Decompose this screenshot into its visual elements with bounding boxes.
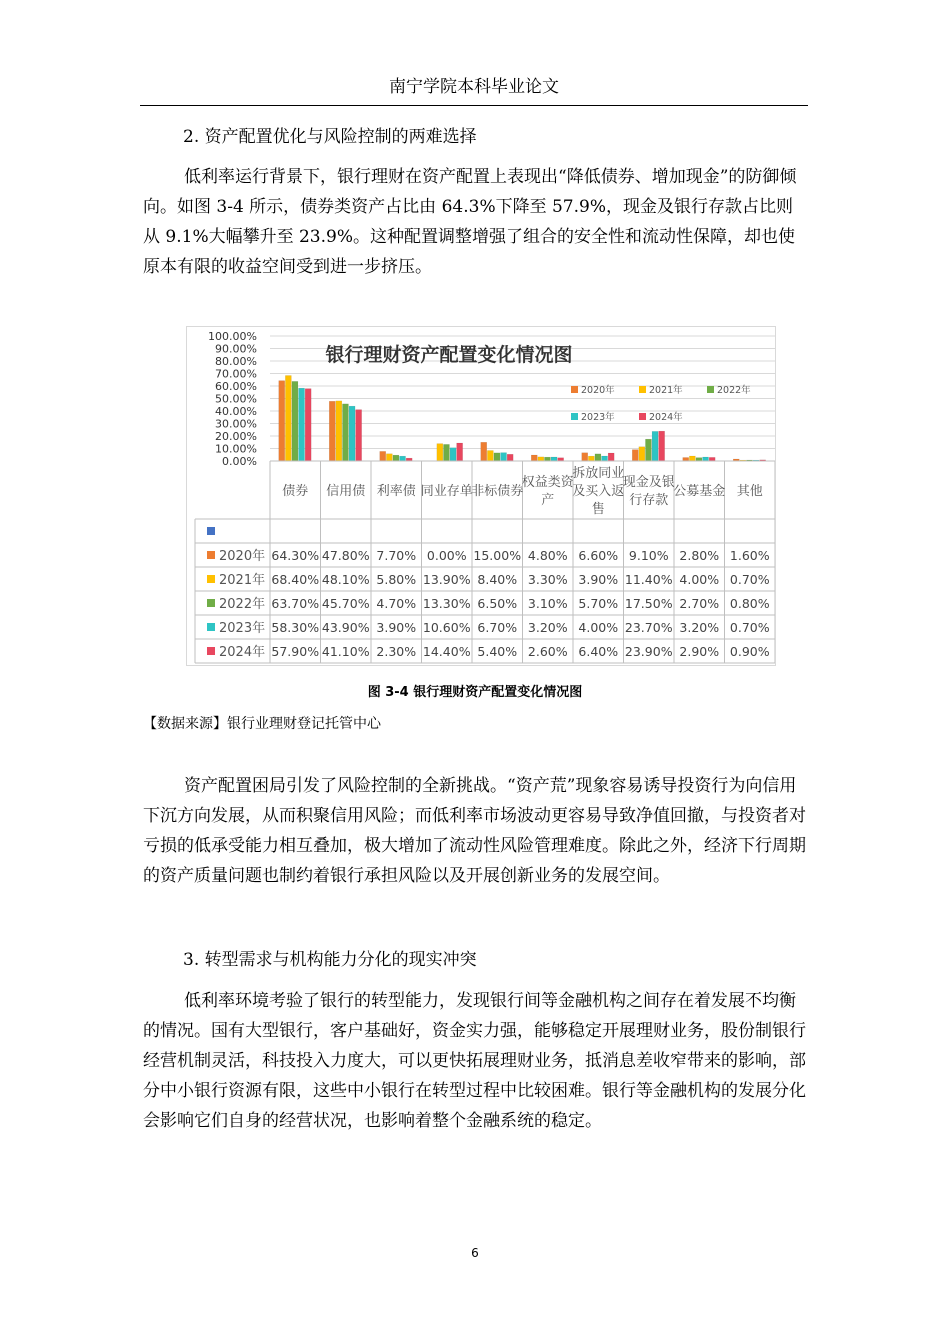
row-series-label: 2023年 (219, 621, 266, 636)
bar-6-1 (531, 455, 537, 461)
table-cell: 5.80% (376, 572, 417, 587)
bar-5-2 (487, 451, 493, 462)
bar-9-3 (696, 458, 702, 461)
table-cell: 15.00% (473, 548, 522, 563)
category-label (623, 474, 675, 508)
bar-3-3 (393, 455, 399, 461)
category-label-line: 同业存单 (420, 484, 473, 499)
table-cell: 0.80% (729, 596, 770, 611)
bar-8-5 (659, 431, 665, 461)
y-tick-label: 0.00% (222, 455, 257, 468)
bar-4-2 (437, 444, 443, 461)
table-cell: 3.20% (527, 620, 568, 635)
bar-3-4 (400, 456, 406, 461)
table-cell: 23.70% (624, 620, 673, 635)
row-swatch (207, 623, 215, 631)
bar-1-1 (279, 381, 285, 461)
y-tick-label: 100.00% (208, 330, 257, 343)
y-tick-label: 20.00% (215, 430, 257, 443)
bar-2-3 (342, 404, 348, 461)
legend-label: 2020年 (581, 385, 615, 396)
bar-1-4 (299, 388, 305, 461)
category-label-line: 现金及银 (622, 475, 675, 490)
bar-6-3 (544, 457, 550, 461)
category-label-line: 非标债券 (471, 484, 524, 499)
category-label-line: 及买入返 (572, 484, 625, 499)
paragraph-3: 低利率环境考验了银行的转型能力，发现银行间等金融机构之间存在着发展不均衡的情况。国有大型银行，客户基础好，资金实力强，能够稳定开展理财业务，股份制银行经营机制灵活，科技投入力度大，可以更快拓展理财业务，抵消息差收窄带来的影响，部分中小银行资源有限，这些中小银行在转型过程中比较困难。银行等金融机构的发展分化会影响它们自身的经营状况，也影响着整个金融系统的稳定。 (143, 991, 806, 1131)
bar-7-1 (582, 453, 588, 461)
table-cell: 3.20% (679, 620, 720, 635)
table-cell: 6.50% (477, 596, 518, 611)
blank-series-swatch (207, 527, 215, 535)
y-tick-label: 10.00% (215, 442, 257, 456)
table-cell: 0.00% (426, 548, 467, 563)
bar-2-4 (349, 406, 355, 461)
bar-8-4 (652, 431, 658, 461)
bar-7-2 (588, 456, 594, 461)
bar-2-1 (329, 401, 335, 461)
table-cell: 6.70% (477, 620, 518, 635)
legend-label: 2021年 (649, 385, 683, 396)
table-cell: 4.80% (527, 548, 568, 563)
legend-swatch (639, 413, 646, 420)
table-cell: 0.70% (729, 572, 770, 587)
legend-swatch (707, 386, 714, 393)
table-cell: 2.80% (679, 548, 720, 563)
table-cell: 14.40% (422, 644, 471, 659)
page-header: 南宁学院本科毕业论文 (140, 72, 808, 106)
table-cell: 41.10% (321, 644, 370, 659)
legend-label: 2024年 (649, 412, 683, 423)
table-cell: 23.90% (624, 644, 673, 659)
bar-5-5 (507, 454, 513, 461)
bar-4-5 (457, 443, 463, 461)
category-label-line: 信用债 (326, 484, 366, 499)
y-tick-label: 90.00% (215, 342, 257, 356)
bar-9-4 (703, 457, 709, 461)
bar-8-1 (632, 450, 638, 461)
section-heading-2: 2. 资产配置优化与风险控制的两难选择 (183, 127, 477, 147)
legend-swatch (571, 386, 578, 393)
table-cell: 57.90% (271, 644, 320, 659)
table-cell: 3.10% (527, 596, 568, 611)
table-cell: 9.10% (628, 548, 669, 563)
legend-label: 2023年 (581, 412, 615, 423)
table-cell: 48.10% (321, 572, 370, 587)
table-cell: 3.90% (376, 620, 417, 635)
bar-8-2 (639, 447, 645, 461)
bar-3-1 (380, 451, 386, 461)
row-swatch (207, 599, 215, 607)
bar-6-4 (551, 457, 557, 461)
category-label-line: 其他 (736, 484, 763, 499)
table-cell: 1.60% (729, 548, 770, 563)
row-series-label: 2022年 (219, 597, 266, 612)
row-series-label: 2024年 (219, 645, 266, 660)
bar-9-2 (689, 456, 695, 461)
y-tick-label: 60.00% (215, 380, 257, 393)
bar-1-3 (292, 381, 298, 461)
source-note: 【数据来源】银行业理财登记托管中心 (143, 716, 381, 732)
category-label (572, 465, 624, 517)
bar-7-4 (602, 456, 608, 461)
category-label (421, 484, 473, 499)
y-tick-label: 50.00% (215, 392, 257, 406)
legend-swatch (571, 413, 578, 420)
table-cell: 17.50% (624, 596, 673, 611)
table-cell: 10.60% (422, 620, 471, 635)
table-cell: 11.40% (624, 572, 673, 587)
bar-7-5 (608, 453, 614, 461)
table-cell: 58.30% (271, 620, 320, 635)
bar-3-2 (386, 454, 392, 461)
figure-caption: 图 3-4 银行理财资产配置变化情况图 (367, 685, 583, 700)
category-label-line: 债券 (282, 484, 309, 499)
bar-5-4 (501, 453, 507, 461)
y-tick-label: 80.00% (215, 355, 257, 368)
legend-swatch (639, 386, 646, 393)
bar-4-3 (443, 444, 449, 461)
row-series-label: 2020年 (219, 549, 266, 564)
row-swatch (207, 551, 215, 559)
bar-4-4 (450, 448, 456, 461)
bar-6-2 (538, 457, 544, 461)
row-swatch (207, 647, 215, 655)
y-tick-label: 30.00% (215, 417, 257, 431)
category-label (522, 474, 575, 508)
category-label-line: 行存款 (629, 493, 669, 508)
table-cell: 7.70% (376, 548, 417, 563)
table-cell: 0.70% (729, 620, 770, 635)
table-cell: 45.70% (321, 596, 370, 611)
y-tick-label: 40.00% (215, 405, 257, 418)
category-label-line: 售 (591, 502, 605, 517)
category-label (737, 483, 763, 499)
paragraph-2: 资产配置困局引发了风险控制的全新挑战。“资产荒”现象容易诱导投资行为向信用下沉方向发展，从而积聚信用风险；而低利率市场波动更容易导致净值回撤，与投资者对亏损的低承受能力相互叠加，极大增加了流动性风险管理难度。除此之外，经济下行周期的资产质量问题也制约着银行承担风险以及开展创新业务的发展空间。 (143, 776, 806, 886)
table-cell: 5.40% (477, 644, 518, 659)
table-cell: 3.30% (527, 572, 568, 587)
bar-9-5 (709, 457, 715, 461)
bar-5-3 (494, 453, 500, 461)
table-cell: 13.30% (422, 596, 471, 611)
category-label (326, 483, 365, 499)
page-number: 6 (471, 1246, 479, 1260)
table-cell: 13.90% (422, 572, 471, 587)
category-label-line: 公募基金 (673, 484, 726, 499)
table-cell: 6.60% (578, 548, 619, 563)
category-label-line: 产 (541, 493, 555, 508)
bar-7-3 (595, 454, 601, 461)
paragraph-1: 低利率运行背景下，银行理财在资产配置上表现出“降低债券、增加现金”的防御倾向。如图 3-4 所示，债券类资产占比由 64.3%下降至 57.9%，现金及银行存款占比则从 9.1%大幅攀升至 23.9%。这种配置调整增强了组合的安全性和流动性保障，却也使原本有限的收益空间受到进一步挤压。 (143, 167, 797, 277)
table-cell: 4.00% (578, 620, 619, 635)
table-cell: 8.40% (477, 572, 518, 587)
asset-allocation-chart (186, 326, 776, 666)
bar-9-1 (683, 458, 689, 462)
table-cell: 43.90% (321, 620, 370, 635)
section-heading-3: 3. 转型需求与机构能力分化的现实冲突 (183, 950, 477, 970)
category-label-line: 利率债 (376, 484, 416, 499)
bar-2-2 (336, 401, 342, 461)
chart-svg (187, 327, 775, 665)
table-cell: 3.90% (578, 572, 619, 587)
bar-1-5 (305, 389, 311, 461)
category-label (471, 483, 523, 499)
table-cell: 68.40% (271, 572, 320, 587)
table-cell: 64.30% (271, 548, 320, 563)
table-cell: 63.70% (271, 596, 320, 611)
category-label (673, 483, 725, 499)
chart-title: 银行理财资产配置变化情况图 (325, 344, 573, 366)
category-label-line: 权益类资 (521, 475, 574, 490)
row-swatch (207, 575, 215, 583)
category-label-line: 拆放同业 (572, 466, 625, 481)
table-cell: 47.80% (321, 548, 370, 563)
bar-1-2 (285, 376, 291, 462)
table-cell: 2.70% (679, 596, 720, 611)
table-cell: 0.90% (729, 644, 770, 659)
table-cell: 4.70% (376, 596, 417, 611)
table-cell: 2.90% (679, 644, 720, 659)
y-tick-label: 70.00% (215, 367, 257, 381)
category-label (377, 483, 416, 499)
table-cell: 2.30% (376, 644, 417, 659)
legend-label: 2022年 (717, 385, 751, 396)
bar-5-1 (481, 442, 487, 461)
row-series-label: 2021年 (219, 573, 266, 588)
bar-8-3 (645, 439, 651, 461)
table-cell: 5.70% (578, 596, 619, 611)
category-label (282, 483, 308, 499)
table-cell: 6.40% (578, 644, 619, 659)
table-cell: 2.60% (527, 644, 568, 659)
table-cell: 4.00% (679, 572, 720, 587)
bar-2-5 (356, 410, 362, 461)
